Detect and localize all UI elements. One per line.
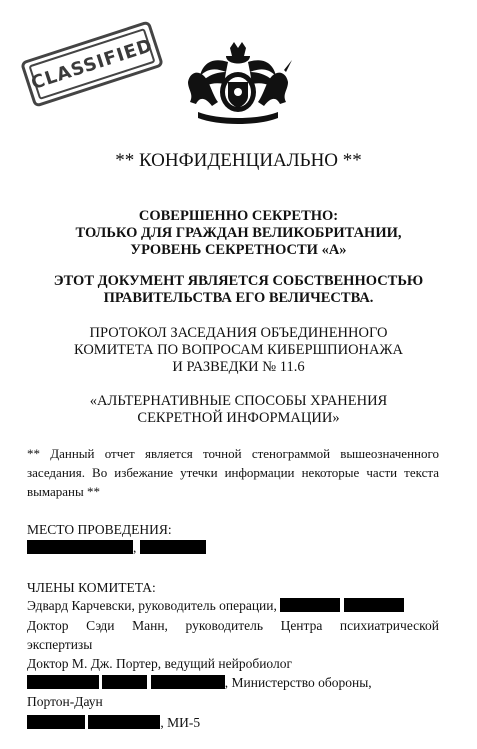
transcript-note: ** Данный отчет является точной стенограммой вышеозначенного заседания. Во избежание утечки информации некоторые части текста вымараны ** [27, 446, 439, 499]
venue-value [27, 538, 206, 557]
secrecy-line: ТОЛЬКО ДЛЯ ГРАЖДАН ВЕЛИКОБРИТАНИИ, [75, 225, 402, 241]
redaction-bar [280, 598, 340, 612]
secrecy-line: УРОВЕНЬ СЕКРЕТНОСТИ «А» [130, 242, 347, 258]
redaction-bar [88, 715, 160, 729]
property-block [0, 273, 477, 307]
redaction-bar [27, 540, 133, 554]
member-2: Доктор Сэди Манн, руководитель Центра психиатрической [27, 618, 439, 633]
royal-coat-of-arms-icon [180, 42, 296, 126]
title-line: СЕКРЕТНОЙ ИНФОРМАЦИИ» [137, 410, 340, 426]
secrecy-line: СОВЕРШЕННО СЕКРЕТНО: [138, 208, 339, 224]
redaction-bar [27, 715, 85, 729]
member-1 [27, 596, 404, 615]
venue-separator: , [133, 540, 137, 555]
title-line: «АЛЬТЕРНАТИВНЫЕ СПОСОБЫ ХРАНЕНИЯ [89, 393, 388, 409]
member-1-text: Эдвард Карчевски, руководитель операции, [27, 598, 277, 613]
document-title [0, 393, 477, 427]
member-5-text: , МИ-5 [160, 715, 201, 730]
redaction-bar [102, 675, 147, 689]
redaction-bar [140, 540, 206, 554]
protocol-line: ПРОТОКОЛ ЗАСЕДАНИЯ ОБЪЕДИНЕННОГО [89, 325, 388, 341]
member-4-cont: Портон-Даун [27, 694, 103, 709]
member-3: Доктор М. Дж. Портер, ведущий нейробиолог [27, 656, 293, 671]
stamp-text: CLASSIFIED [28, 28, 155, 100]
redaction-bar [344, 598, 404, 612]
member-2-cont: экспертизы [27, 637, 93, 652]
member-4-text: , Министерство обороны, [224, 675, 372, 690]
protocol-line: И РАЗВЕДКИ № 11.6 [172, 359, 305, 375]
member-5 [27, 713, 200, 732]
venue-label: МЕСТО ПРОВЕДЕНИЯ: [27, 522, 172, 537]
secrecy-block [0, 208, 477, 259]
confidential-heading: ** КОНФИДЕНЦИАЛЬНО ** [115, 150, 362, 171]
protocol-block [0, 325, 477, 376]
members-label: ЧЛЕНЫ КОМИТЕТА: [27, 580, 156, 595]
redaction-bar [151, 675, 225, 689]
classified-stamp [20, 20, 164, 108]
member-4 [27, 673, 372, 692]
protocol-line: КОМИТЕТА ПО ВОПРОСАМ КИБЕРШПИОНАЖА [74, 342, 403, 358]
property-line: ПРАВИТЕЛЬСТВА ЕГО ВЕЛИЧЕСТВА. [103, 290, 374, 306]
property-line: ЭТОТ ДОКУМЕНТ ЯВЛЯЕТСЯ СОБСТВЕННОСТЬЮ [53, 273, 424, 289]
redaction-bar [27, 675, 99, 689]
